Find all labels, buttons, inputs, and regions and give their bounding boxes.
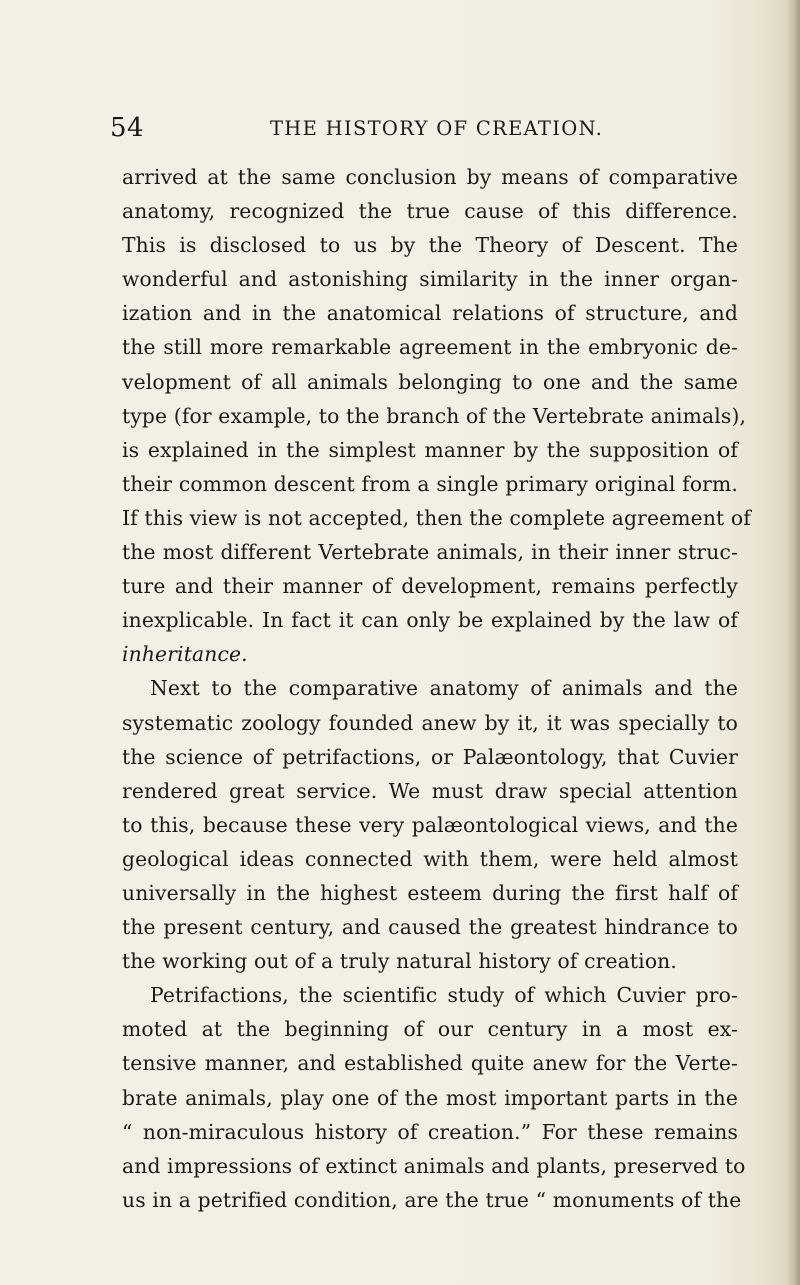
- text-line: brate animals, play one of the most important parts in the: [122, 1085, 738, 1110]
- text-line: the still more remarkable agreement in the embryonic de-: [122, 335, 738, 360]
- paragraph-start-line: Petrifactions, the scientific study of which Cuvier pro-: [150, 983, 738, 1008]
- text-line: inexplicable. In fact it can only be explained by the law of: [122, 608, 738, 633]
- text-line: their common descent from a single primary original form.: [122, 471, 738, 496]
- text-line: rendered great service. We must draw special attention: [122, 778, 738, 803]
- text-line: This is disclosed to us by the Theory of Descent. The: [122, 233, 738, 258]
- text-line: the science of petrifactions, or Palæontology, that Cuvier: [122, 744, 738, 769]
- text-line: ture and their manner of development, remains perfectly: [122, 574, 738, 599]
- text-line: tensive manner, and established quite anew for the Verte-: [122, 1051, 738, 1076]
- text-line: the most different Vertebrate animals, in their inner struc-: [122, 540, 738, 565]
- text-line: to this, because these very palæontological views, and the: [122, 812, 738, 837]
- text-line: geological ideas connected with them, were held almost: [122, 846, 738, 871]
- text-line: systematic zoology founded anew by it, it was specially to: [122, 710, 738, 735]
- paragraph-start-line: Next to the comparative anatomy of animals and the: [150, 676, 738, 701]
- text-line: the working out of a truly natural history of creation.: [122, 949, 677, 974]
- text-line: us in a petrified condition, are the true “ monuments of the: [122, 1187, 742, 1212]
- text-line: If this view is not accepted, then the complete agreement of: [122, 505, 751, 530]
- text-line: velopment of all animals belonging to one and the same: [122, 369, 738, 394]
- page-header: [110, 112, 720, 144]
- text-line: arrived at the same conclusion by means of comparative: [122, 165, 738, 189]
- body-text: [122, 160, 751, 1217]
- text-line: ization and in the anatomical relations of structure, and: [122, 301, 738, 326]
- text-line-italic: inheritance.: [122, 642, 248, 667]
- text-line: type (for example, to the branch of the Vertebrate animals),: [122, 403, 747, 428]
- running-title: THE HISTORY OF CREATION.: [270, 117, 604, 140]
- text-line: the present century, and caused the greatest hindrance to: [122, 915, 738, 940]
- text-line: anatomy, recognized the true cause of this difference.: [122, 199, 738, 224]
- page-number: 54: [110, 113, 145, 143]
- text-line: moted at the beginning of our century in a most ex-: [122, 1017, 738, 1042]
- text-line: wonderful and astonishing similarity in the inner organ-: [122, 267, 738, 292]
- page-edge-shadow: [786, 0, 800, 1285]
- text-line: universally in the highest esteem during the first half of: [122, 880, 738, 905]
- text-line: is explained in the simplest manner by the supposition of: [122, 437, 738, 462]
- text-line: and impressions of extinct animals and plants, preserved to: [122, 1153, 746, 1178]
- text-line: “ non-miraculous history of creation.” For these remains: [122, 1119, 738, 1144]
